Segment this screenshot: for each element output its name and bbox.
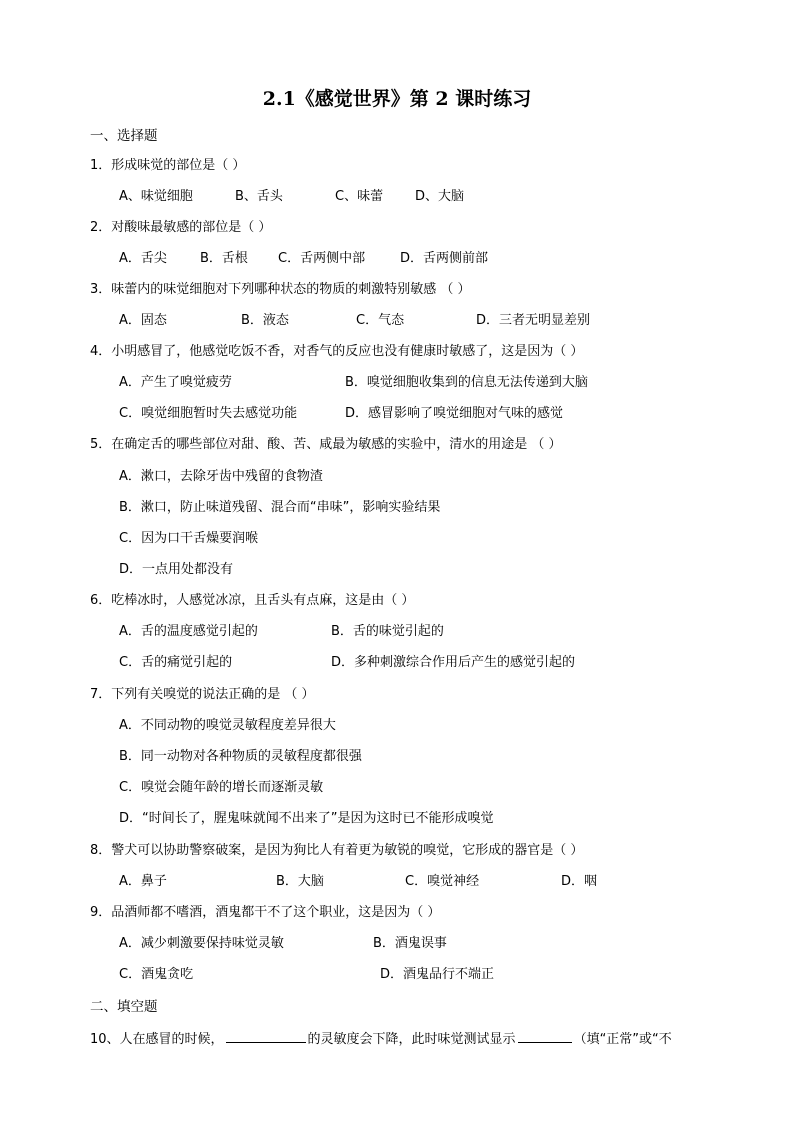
question-1-option-d: D、大脑 [415,189,465,204]
question-8-option-c: C．嗅觉神经 [405,874,480,889]
question-7-stem: 7．下列有关嗅觉的说法正确的是 （ ） [90,687,315,702]
question-9-option-b: B．酒鬼误事 [373,936,447,951]
question-5-option-b: B．漱口，防止味道残留、混合而“串味”，影响实验结果 [119,500,441,515]
question-5-option-a: A．漱口，去除牙齿中残留的食物渣 [119,469,323,484]
question-6-option-b: B．舌的味觉引起的 [331,624,444,639]
question-5-stem: 5．在确定舌的哪些部位对甜、酸、苦、咸最为敏感的实验中，清水的用途是 （ ） [90,437,562,452]
question-3-option-c: C．气态 [356,313,405,328]
question-4-option-b: B．嗅觉细胞收集到的信息无法传递到大脑 [345,375,588,390]
question-10-blank-1[interactable] [226,1029,306,1043]
question-10-text-3: （填“正常”或“不 [573,1032,672,1047]
question-10-text-1: 10、人在感冒的时候， [90,1032,224,1047]
question-9-stem: 9．品酒师都不嗜酒，酒鬼都干不了这个职业，这是因为（ ） [90,905,441,920]
question-2-option-a: A．舌尖 [119,251,167,266]
question-6-option-d: D．多种刺激综合作用后产生的感觉引起的 [331,655,576,670]
question-10-text-2: 的灵敏度会下降，此时味觉测试显示 [307,1032,516,1047]
question-3-stem: 3．味蕾内的味觉细胞对下列哪种状态的物质的刺激特别敏感 （ ） [90,282,471,297]
question-8-stem: 8．警犬可以协助警察破案，是因为狗比人有着更为敏锐的嗅觉，它形成的器官是（ ） [90,843,584,858]
question-6-stem: 6．吃棒冰时，人感觉冰凉，且舌头有点麻，这是由（ ） [90,593,415,608]
section-heading-fill: 二、填空题 [90,999,158,1015]
question-10-blank-2[interactable] [518,1029,572,1043]
question-1-option-a: A、味觉细胞 [119,189,193,204]
question-3-option-b: B．液态 [241,313,289,328]
question-4-option-c: C．嗅觉细胞暂时失去感觉功能 [119,406,298,421]
question-1-stem: 1．形成味觉的部位是（ ） [90,158,246,173]
question-2-option-b: B．舌根 [200,251,248,266]
question-6-option-c: C．舌的痛觉引起的 [119,655,233,670]
question-9-option-d: D．酒鬼品行不端正 [380,967,495,982]
question-9-option-a: A．减少刺激要保持味觉灵敏 [119,936,284,951]
question-8-option-b: B．大脑 [276,874,324,889]
question-1-option-b: B、舌头 [235,189,283,204]
question-7-option-a: A．不同动物的嗅觉灵敏程度差异很大 [119,718,336,733]
question-3-option-a: A．固态 [119,313,167,328]
question-5-option-d: D．一点用处都没有 [119,562,234,577]
question-7-option-d: D．“时间长了，腥鬼味就闻不出来了”是因为这时已不能形成嗅觉 [119,811,494,826]
question-2-option-c: C．舌两侧中部 [278,251,366,266]
question-8-option-a: A．鼻子 [119,874,167,889]
question-3-option-d: D．三者无明显差别 [476,313,591,328]
question-4-option-a: A．产生了嗅觉疲劳 [119,375,232,390]
question-8-option-d: D．咽 [561,874,598,889]
question-10-stem [90,1029,672,1049]
question-7-option-c: C．嗅觉会随年龄的增长而逐渐灵敏 [119,780,324,795]
question-4-stem: 4．小明感冒了，他感觉吃饭不香，对香气的反应也没有健康时敏感了，这是因为（ ） [90,344,584,359]
question-6-option-a: A．舌的温度感觉引起的 [119,624,258,639]
question-7-option-b: B．同一动物对各种物质的灵敏程度都很强 [119,749,362,764]
section-heading-choice: 一、选择题 [90,128,158,144]
page-title: 2.1《感觉世界》第 2 课时练习 [262,88,532,110]
question-9-option-c: C．酒鬼贪吃 [119,967,194,982]
question-1-option-c: C、味蕾 [335,189,384,204]
question-2-stem: 2．对酸味最敏感的部位是（ ） [90,220,272,235]
question-2-option-d: D．舌两侧前部 [400,251,489,266]
question-4-option-d: D．感冒影响了嗅觉细胞对气味的感觉 [345,406,564,421]
question-5-option-c: C．因为口干舌燥要润喉 [119,531,259,546]
